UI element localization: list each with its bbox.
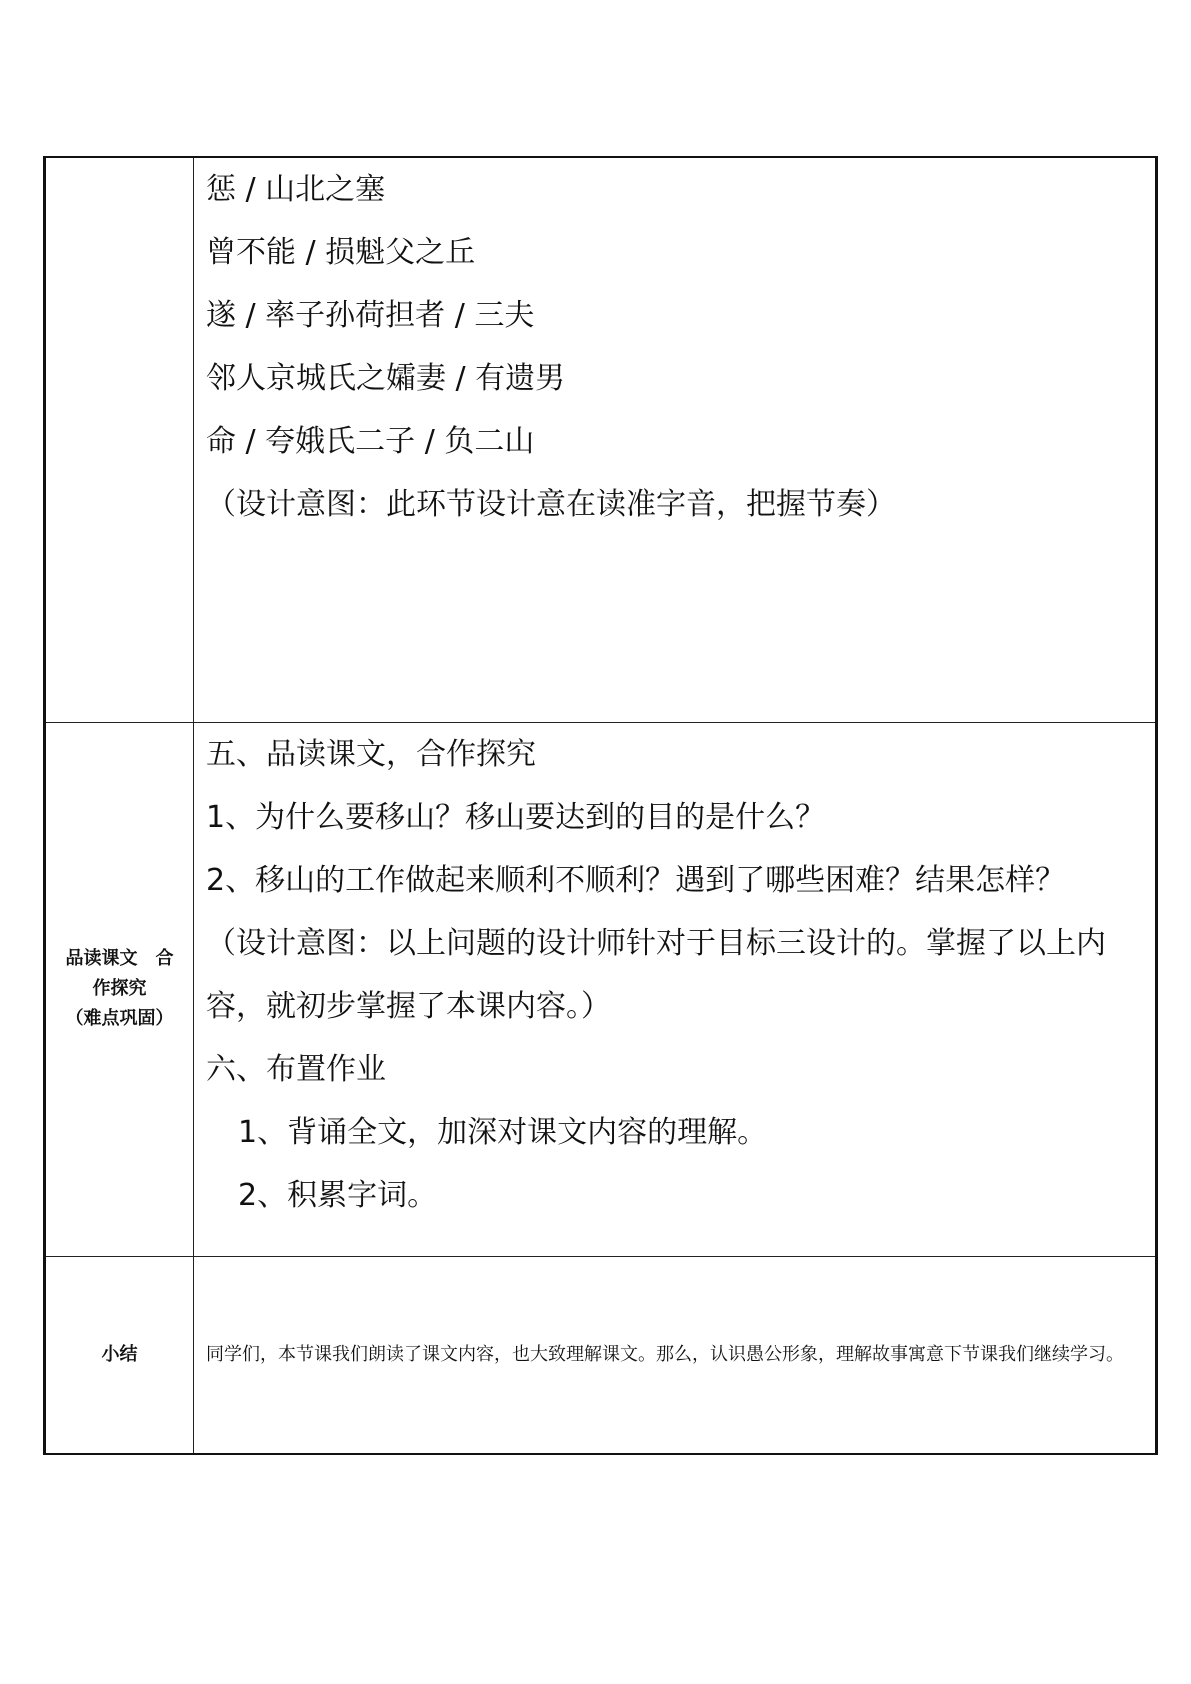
content-cell	[194, 722, 1157, 1256]
row-label-line: 作探究	[92, 978, 147, 999]
table-row	[45, 1256, 1157, 1454]
section-heading: 五、品读课文，合作探究	[206, 736, 536, 772]
homework-item: 2、积累字词。	[238, 1177, 438, 1213]
reading-line: 曾不能 / 损魁父之丘	[206, 235, 476, 270]
content-cell	[194, 1256, 1157, 1454]
reading-line: 遂 / 率子孙荷担者 / 三夫	[206, 298, 535, 333]
reading-line: 惩 / 山北之塞	[206, 172, 386, 207]
row-label-cell	[45, 1256, 194, 1454]
reading-line: 命 / 夸娥氏二子 / 负二山	[206, 424, 535, 459]
table-row	[45, 157, 1157, 722]
row-label-line: 品读课文 合	[65, 948, 174, 969]
content-cell	[194, 157, 1157, 722]
section-heading: 六、布置作业	[206, 1051, 386, 1087]
row-label-line: （难点巩固）	[65, 1008, 174, 1029]
row-label-cell	[45, 722, 194, 1256]
design-intent-note: （设计意图：此环节设计意在读准字音，把握节奏）	[206, 487, 896, 522]
lesson-plan-table	[43, 156, 1158, 1455]
table-row	[45, 722, 1157, 1256]
row-label: 小结	[101, 1343, 138, 1365]
question-item: 2、移山的工作做起来顺利不顺利？遇到了哪些困难？结果怎样？	[206, 862, 1066, 898]
summary-text: 同学们，本节课我们朗读了课文内容，也大致理解课文。那么，认识愚公形象，理解故事寓意下节课我们继续学习。	[206, 1344, 1124, 1366]
reading-line: 邻人京城氏之孀妻 / 有遗男	[206, 361, 566, 396]
question-item: 1、为什么要移山？移山要达到的目的是什么？	[206, 799, 826, 835]
design-intent-note: （设计意图：以上问题的设计师针对于目标三设计的。掌握了以上内容，就初步掌握了本课内容。）	[206, 925, 1106, 1024]
row-label-cell	[45, 157, 194, 722]
homework-item: 1、背诵全文，加深对课文内容的理解。	[238, 1114, 768, 1150]
